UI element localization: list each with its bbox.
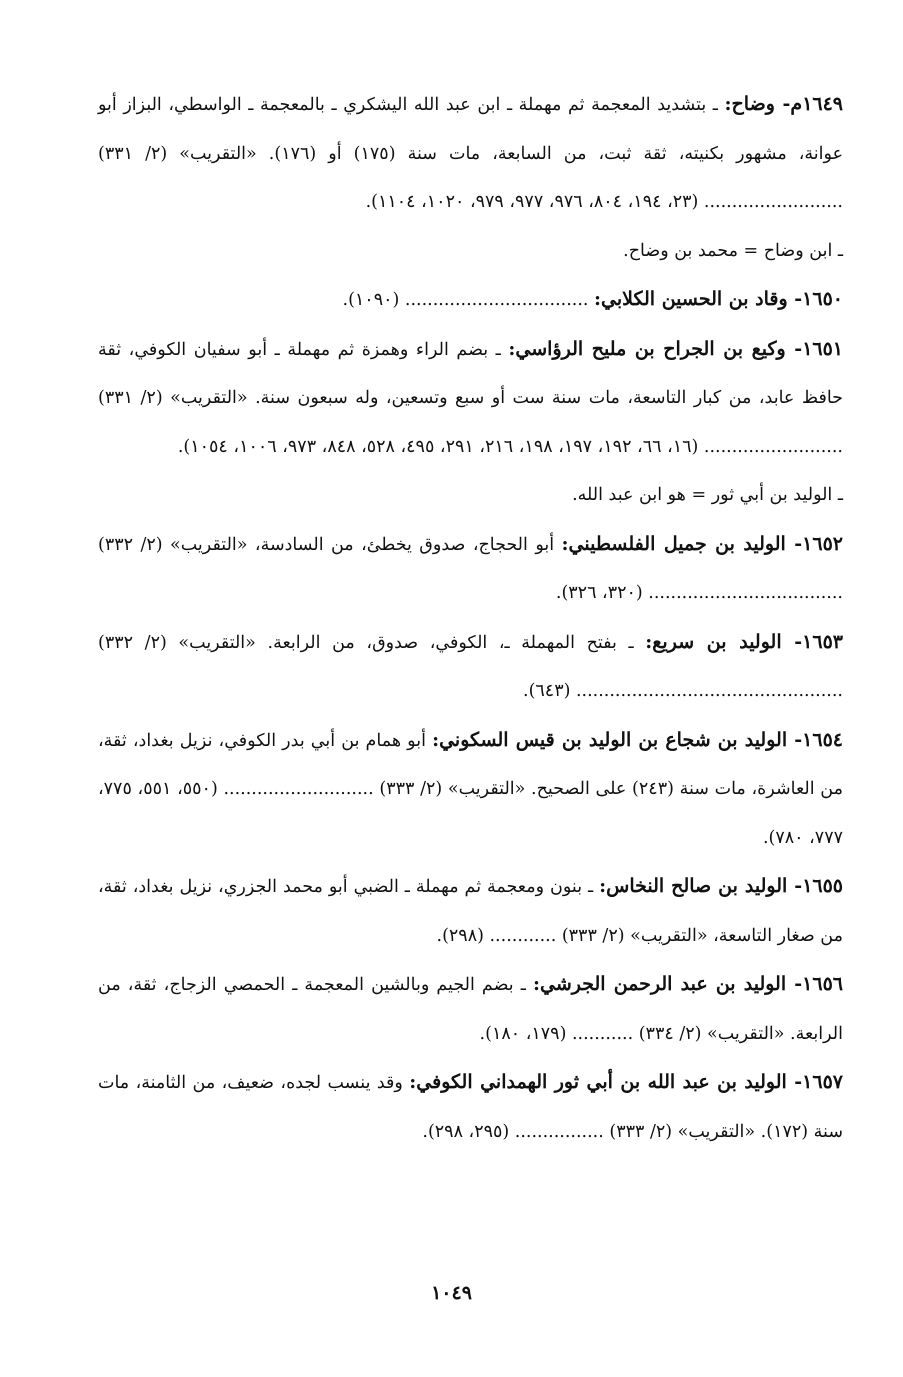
cross-reference-note: ـ الوليد بن أبي ثور = هو ابن عبد الله. [572, 485, 843, 505]
entry-body: وقد ينسب لجده، ضعيف، من الثامنة، مات سنة (١٧٢). «التقريب» (٢/ ٣٣٣) ................ (٢٩٥، ٢٩٨). [98, 1073, 843, 1142]
entry-1654 [98, 716, 843, 863]
entry-1655 [98, 862, 843, 960]
entry-1656 [98, 960, 843, 1058]
cross-reference-note: ـ ابن وضاح = محمد بن وضاح. [623, 240, 843, 261]
entry-1657 [98, 1058, 843, 1156]
entry-1653 [98, 618, 843, 716]
entry-heading: ١٦٥٣- الوليد بن سريع: [645, 630, 843, 653]
entry-1652 [98, 520, 843, 618]
entry-heading: ١٦٥٦- الوليد بن عبد الرحمن الجرشي: [532, 973, 843, 995]
entry-heading: ١٦٤٩م- وضاح: [724, 93, 844, 115]
entry-heading: ١٦٥٧- الوليد بن عبد الله بن أبي ثور الهمداني الكوفي: [409, 1071, 843, 1093]
entry-body: ـ بنون ومعجمة ثم مهملة ـ الضبي أبو محمد الجزري، نزيل بغداد، ثقة، من صغار التاسعة، «التقريب» (٢/ ٣٣٣) ............ (٢٩٨). [98, 877, 843, 946]
entry-body: ـ بتشديد المعجمة ثم مهملة ـ ابن عبد الله اليشكري ـ بالمعجمة ـ الواسطي، البزاز أبو عوانة، مشهور بكنيته، ثقة ثبت، من السابعة، مات سنة (١٧٥) أو (١٧٦). «التقريب» (٢/ ٣٣١) ......................... (٢٣، ١٩٤، ٨٠٤، ٩٧٦، ٩٧٧، ٩٧٩، ١٠٢٠، ١١٠٤). [98, 95, 844, 212]
entry-body: أبو همام بن أبي بدر الكوفي، نزيل بغداد، ثقة، من العاشرة، مات سنة (٢٤٣) على الصحيح. «التقريب» (٢/ ٣٣٣) ........................... (٥٥٠، ٥٥١، ٧٧٥، ٧٧٧، ٧٨٠). [98, 730, 843, 848]
entry-heading: ١٦٥٢- الوليد بن جميل الفلسطيني: [561, 532, 843, 555]
entry-heading: ١٦٥٤- الوليد بن شجاع بن الوليد بن قيس السكوني: [432, 728, 843, 751]
entry-body: ................................. (١٠٩٠). [342, 290, 595, 310]
entry-heading: ١٦٥٥- الوليد بن صالح النخاس: [599, 875, 844, 897]
entry-heading: ١٦٥١- وكيع بن الجراح بن مليح الرؤاسي: [508, 337, 844, 360]
entry-heading: ١٦٥٠- وقاد بن الحسين الكلابي: [594, 288, 843, 310]
entry-body: ـ بضم الراء وهمزة ثم مهملة ـ أبو سفيان الكوفي، ثقة حافظ عابد، من كبار التاسعة، مات سنة ست أو سبع وتسعين، وله سبعون سنة. «التقريب» (٢/ ٣٣١) ......................... (١٦، ٦٦، ١٩٢، ١٩٧، ١٩٨، ٢١٦، ٢٩١، ٤٩٥، ٥٢٨، ٨٤٨، ٩٧٣، ١٠٠٦، ١٠٥٤). [98, 339, 843, 457]
entry-body: ـ بضم الجيم وبالشين المعجمة ـ الحمصي الزجاج، ثقة، من الرابعة. «التقريب» (٢/ ٣٣٤) ........... (١٧٩، ١٨٠). [98, 975, 843, 1044]
entry-1650 [98, 275, 843, 325]
entry-1651 [98, 325, 843, 472]
page-content [98, 80, 843, 1156]
entry-1649 [98, 80, 843, 227]
entry-body: ـ بفتح المهملة ـ، الكوفي، صدوق، من الرابعة. «التقريب» (٢/ ٣٣٢) ................................................ (٦٤٣). [98, 632, 843, 701]
entry-body: أبو الحجاج، صدوق يخطئ، من السادسة، «التقريب» (٢/ ٣٣٢) ................................... (٣٢٠، ٣٢٦). [98, 534, 843, 603]
page-number: ١٠٤٩ [431, 1282, 472, 1304]
